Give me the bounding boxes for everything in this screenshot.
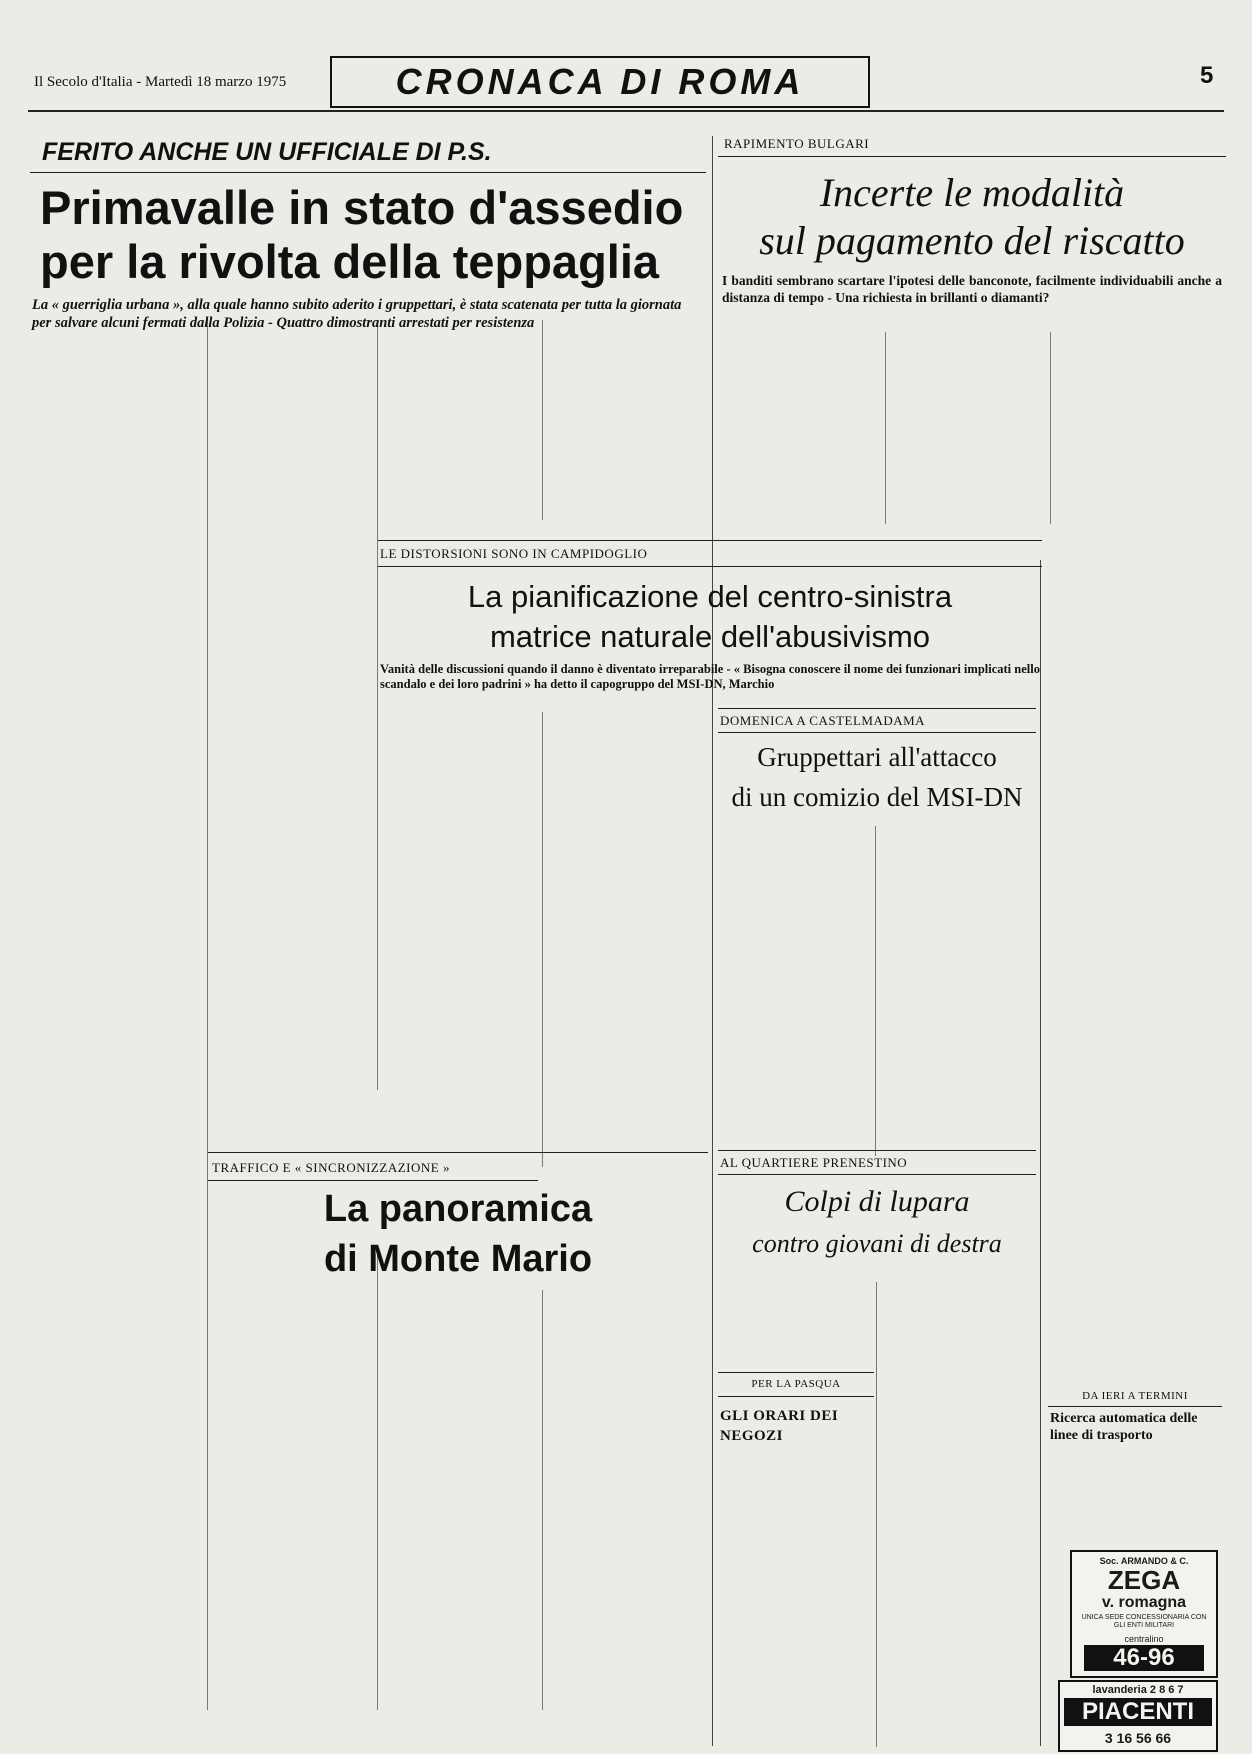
- article-body-col3: [546, 1290, 706, 1710]
- ad-phone: 3 16 56 66: [1104, 1730, 1172, 1746]
- article-body-col1: [382, 712, 538, 1092]
- article-pasqua: [718, 1372, 874, 1464]
- article-kicker: DOMENICA A CASTELMADAMA: [720, 713, 926, 728]
- masthead-rule: [28, 110, 1224, 112]
- article-pianificazione: [378, 540, 1042, 692]
- article-kicker: RAPIMENTO BULGARI: [724, 136, 870, 151]
- article-body-col3: [382, 340, 537, 520]
- article-termini: [1048, 1390, 1222, 1450]
- article-headline-line2: matrice naturale dell'abusivismo: [489, 619, 931, 654]
- article-headline-line2: per la rivolta della teppaglia: [40, 235, 660, 288]
- article-body-col1: [724, 332, 884, 524]
- article-headline: Gruppettari all'attacco: [757, 742, 997, 772]
- article-body-col1: [212, 1290, 372, 1710]
- ad-piacenti: [1058, 1680, 1218, 1752]
- ad-zega: [1070, 1550, 1218, 1678]
- section-title: CRONACA DI ROMA: [395, 61, 805, 102]
- article-body-col2: [880, 826, 1034, 1156]
- ad-brand: PIACENTI: [1064, 1698, 1212, 1726]
- article-headline: La panoramica: [323, 1188, 593, 1230]
- article-headline: Colpi di lupara: [784, 1185, 970, 1218]
- article-body-col4: [547, 340, 707, 520]
- article-kicker: TRAFFICO E « SINCRONIZZAZIONE »: [212, 1160, 450, 1175]
- article-headline: GLI ORARI DEI NEGOZI: [720, 1408, 839, 1444]
- ad-street: v. romagna: [1101, 1594, 1187, 1611]
- article-kicker: LE DISTORSIONI SONO IN CAMPIDOGLIO: [380, 546, 648, 561]
- article-deck: I banditi sembrano scartare l'ipotesi delle banconote, facilmente individuabili anche a distanza di tempo - Una richiesta in brillanti o diamanti?: [722, 273, 1222, 305]
- article-kicker: FERITO ANCHE UN UFFICIALE DI P.S.: [42, 138, 492, 166]
- section-banner: [330, 56, 870, 108]
- article-kicker: PER LA PASQUA: [751, 1378, 841, 1390]
- page-number: 5: [1200, 62, 1214, 89]
- article-body-col2: [212, 340, 372, 1095]
- paper-date: Il Secolo d'Italia - Martedì 18 marzo 1975: [34, 74, 287, 90]
- article-headline: La pianificazione del centro-sinistra: [467, 579, 953, 614]
- article-body: [1050, 1462, 1222, 1542]
- article-body-col2: [882, 1282, 1034, 1747]
- article-deck: La « guerriglia urbana », alla quale hanno subito aderito i gruppettari, è stata scatenata per tutta la giornata per salvare alcuni fermati dalla Polizia - Quattro dimostranti arrestati per resistenza: [32, 297, 682, 331]
- article-kicker: AL QUARTIERE PRENESTINO: [720, 1155, 908, 1170]
- article-headline-line2: di un comizio del MSI-DN: [731, 782, 1023, 812]
- article-body-col1: [720, 1282, 870, 1362]
- ad-phone: 46-96: [1084, 1645, 1204, 1671]
- article-deck: Vanità delle discussioni quando il danno è diventato irreparabile - « Bisogna conoscere il nome dei funzionari implicati nello scandalo e dei loro padrini » ha detto il capogruppo del MSI-DN, Marchio: [380, 662, 1040, 691]
- article-prenestino: [718, 1150, 1036, 1274]
- article-body-col3: [1056, 332, 1220, 1382]
- article-headline: Primavalle in stato d'assedio: [40, 181, 684, 234]
- article-bulgari: [718, 134, 1226, 334]
- article-monte-mario: [208, 1152, 708, 1282]
- ad-brand: ZEGA: [1107, 1565, 1181, 1595]
- article-body-col1: [34, 340, 202, 1710]
- article-body-col2: [546, 712, 706, 1167]
- article-primavalle: [30, 134, 706, 331]
- article-headline: Ricerca automatica delle linee di trasporto: [1050, 1411, 1198, 1443]
- article-headline-line2: di Monte Mario: [323, 1238, 593, 1280]
- article-headline: Incerte le modalità: [819, 170, 1125, 215]
- article-headline-line2: sul pagamento del riscatto: [759, 218, 1185, 263]
- ad-top: lavanderia 2 8 6 7: [1092, 1684, 1184, 1696]
- ad-company-line: Soc. ARMANDO & C.: [1099, 1556, 1189, 1566]
- ad-label: centralino: [1124, 1634, 1164, 1644]
- article-body-col2: [890, 332, 1050, 524]
- article-castelmadama: [718, 708, 1036, 822]
- article-body-col2: [382, 1290, 538, 1710]
- article-body: [720, 1470, 870, 1746]
- ad-body: UNICA SEDE CONCESSIONARIA CON GLI ENTI MILITARI: [1081, 1614, 1207, 1629]
- article-headline-line2: contro giovani di destra: [752, 1229, 1002, 1258]
- article-body-col1: [720, 826, 870, 1156]
- article-kicker: DA IERI A TERMINI: [1082, 1390, 1188, 1402]
